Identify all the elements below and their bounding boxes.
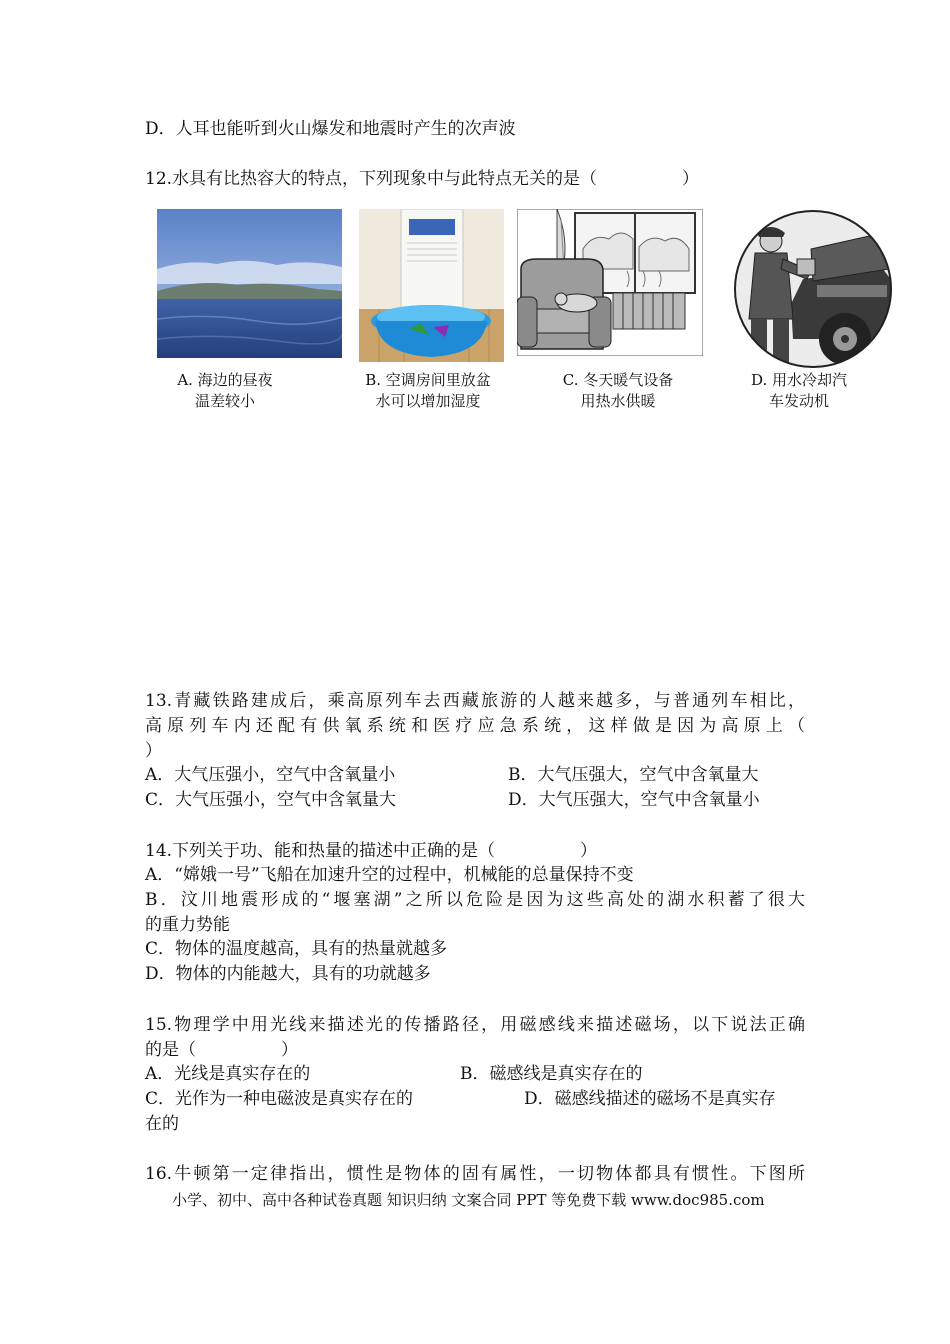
q15-option-a: A．光线是真实存在的 — [145, 1064, 311, 1084]
q12-picture-aircon-basin — [359, 209, 504, 362]
q12-option-b — [343, 370, 513, 412]
q12-option-a-line2: 温差较小 — [194, 392, 255, 410]
q13-stem-line1: 13.青藏铁路建成后，乘高原列车去西藏旅游的人越来越多，与普通列车相比， — [145, 691, 805, 711]
q12-option-c — [533, 370, 703, 412]
q12-option-b-line2: 水可以增加湿度 — [375, 392, 481, 410]
q12-picture-radiator-room — [517, 209, 703, 356]
q11-option-d: D．人耳也能听到火山爆发和地震时产生的次声波 — [145, 119, 516, 139]
q13-option-b: B．大气压强大，空气中含氧量大 — [508, 765, 759, 785]
q12-option-d-line1: D. 用水冷却汽 — [750, 371, 848, 389]
q15-option-c: C．光作为一种电磁波是真实存在的 — [145, 1089, 414, 1109]
q13-option-a: A．大气压强小，空气中含氧量小 — [145, 765, 396, 785]
q14-option-a: A．“嫦娥一号”飞船在加速升空的过程中，机械能的总量保持不变 — [145, 865, 634, 885]
q15-stem-line2: 的是（ ） — [145, 1040, 298, 1060]
q14-option-b-line1: B．汶川地震形成的“堰塞湖”之所以危险是因为这些高处的湖水积蓄了很大 — [145, 890, 805, 910]
q15-option-d-line2: 在的 — [145, 1114, 179, 1134]
q13-option-c: C．大气压强小，空气中含氧量大 — [145, 790, 397, 810]
q14-option-c: C．物体的温度越高，具有的热量就越多 — [145, 939, 448, 959]
q12-option-b-line1: B. 空调房间里放盆 — [365, 371, 491, 389]
q12-option-c-line1: C. 冬天暖气设备 — [562, 371, 674, 389]
q12-option-d — [714, 370, 884, 412]
q12-option-c-line2: 用热水供暖 — [580, 392, 656, 410]
q14-stem: 14.下列关于功、能和热量的描述中正确的是（ ） — [145, 841, 598, 861]
q12-picture-car-engine — [733, 209, 893, 369]
q14-option-d: D．物体的内能越大，具有的功就越多 — [145, 964, 431, 984]
q12-picture-seaside — [157, 209, 342, 358]
q14-option-b-line2: 的重力势能 — [145, 915, 230, 935]
q12-stem: 12.水具有比热容大的特点，下列现象中与此特点无关的是（ ） — [145, 169, 700, 189]
q13-stem-line2: 高原列车内还配有供氧系统和医疗应急系统，这样做是因为高原上（ — [145, 716, 805, 736]
q12-option-d-line2: 车发动机 — [768, 392, 829, 410]
q15-option-b: B．磁感线是真实存在的 — [460, 1064, 643, 1084]
q15-option-d-line1: D．磁感线描述的磁场不是真实存 — [524, 1089, 776, 1109]
q15-stem-line1: 15.物理学中用光线来描述光的传播路径，用磁感线来描述磁场，以下说法正确 — [145, 1015, 805, 1035]
q12-option-a-line1: A. 海边的昼夜 — [177, 371, 273, 389]
page-footer: 小学、初中、高中各种试卷真题 知识归纳 文案合同 PPT 等免费下载 www.doc985.com — [172, 1191, 765, 1209]
q13-option-d: D．大气压强大，空气中含氧量小 — [508, 790, 760, 810]
q12-option-a — [140, 370, 310, 412]
q16-stem-line1: 16.牛顿第一定律指出，惯性是物体的固有属性，一切物体都具有惯性。下图所 — [145, 1164, 805, 1184]
q13-stem-line3: ） — [145, 741, 162, 761]
